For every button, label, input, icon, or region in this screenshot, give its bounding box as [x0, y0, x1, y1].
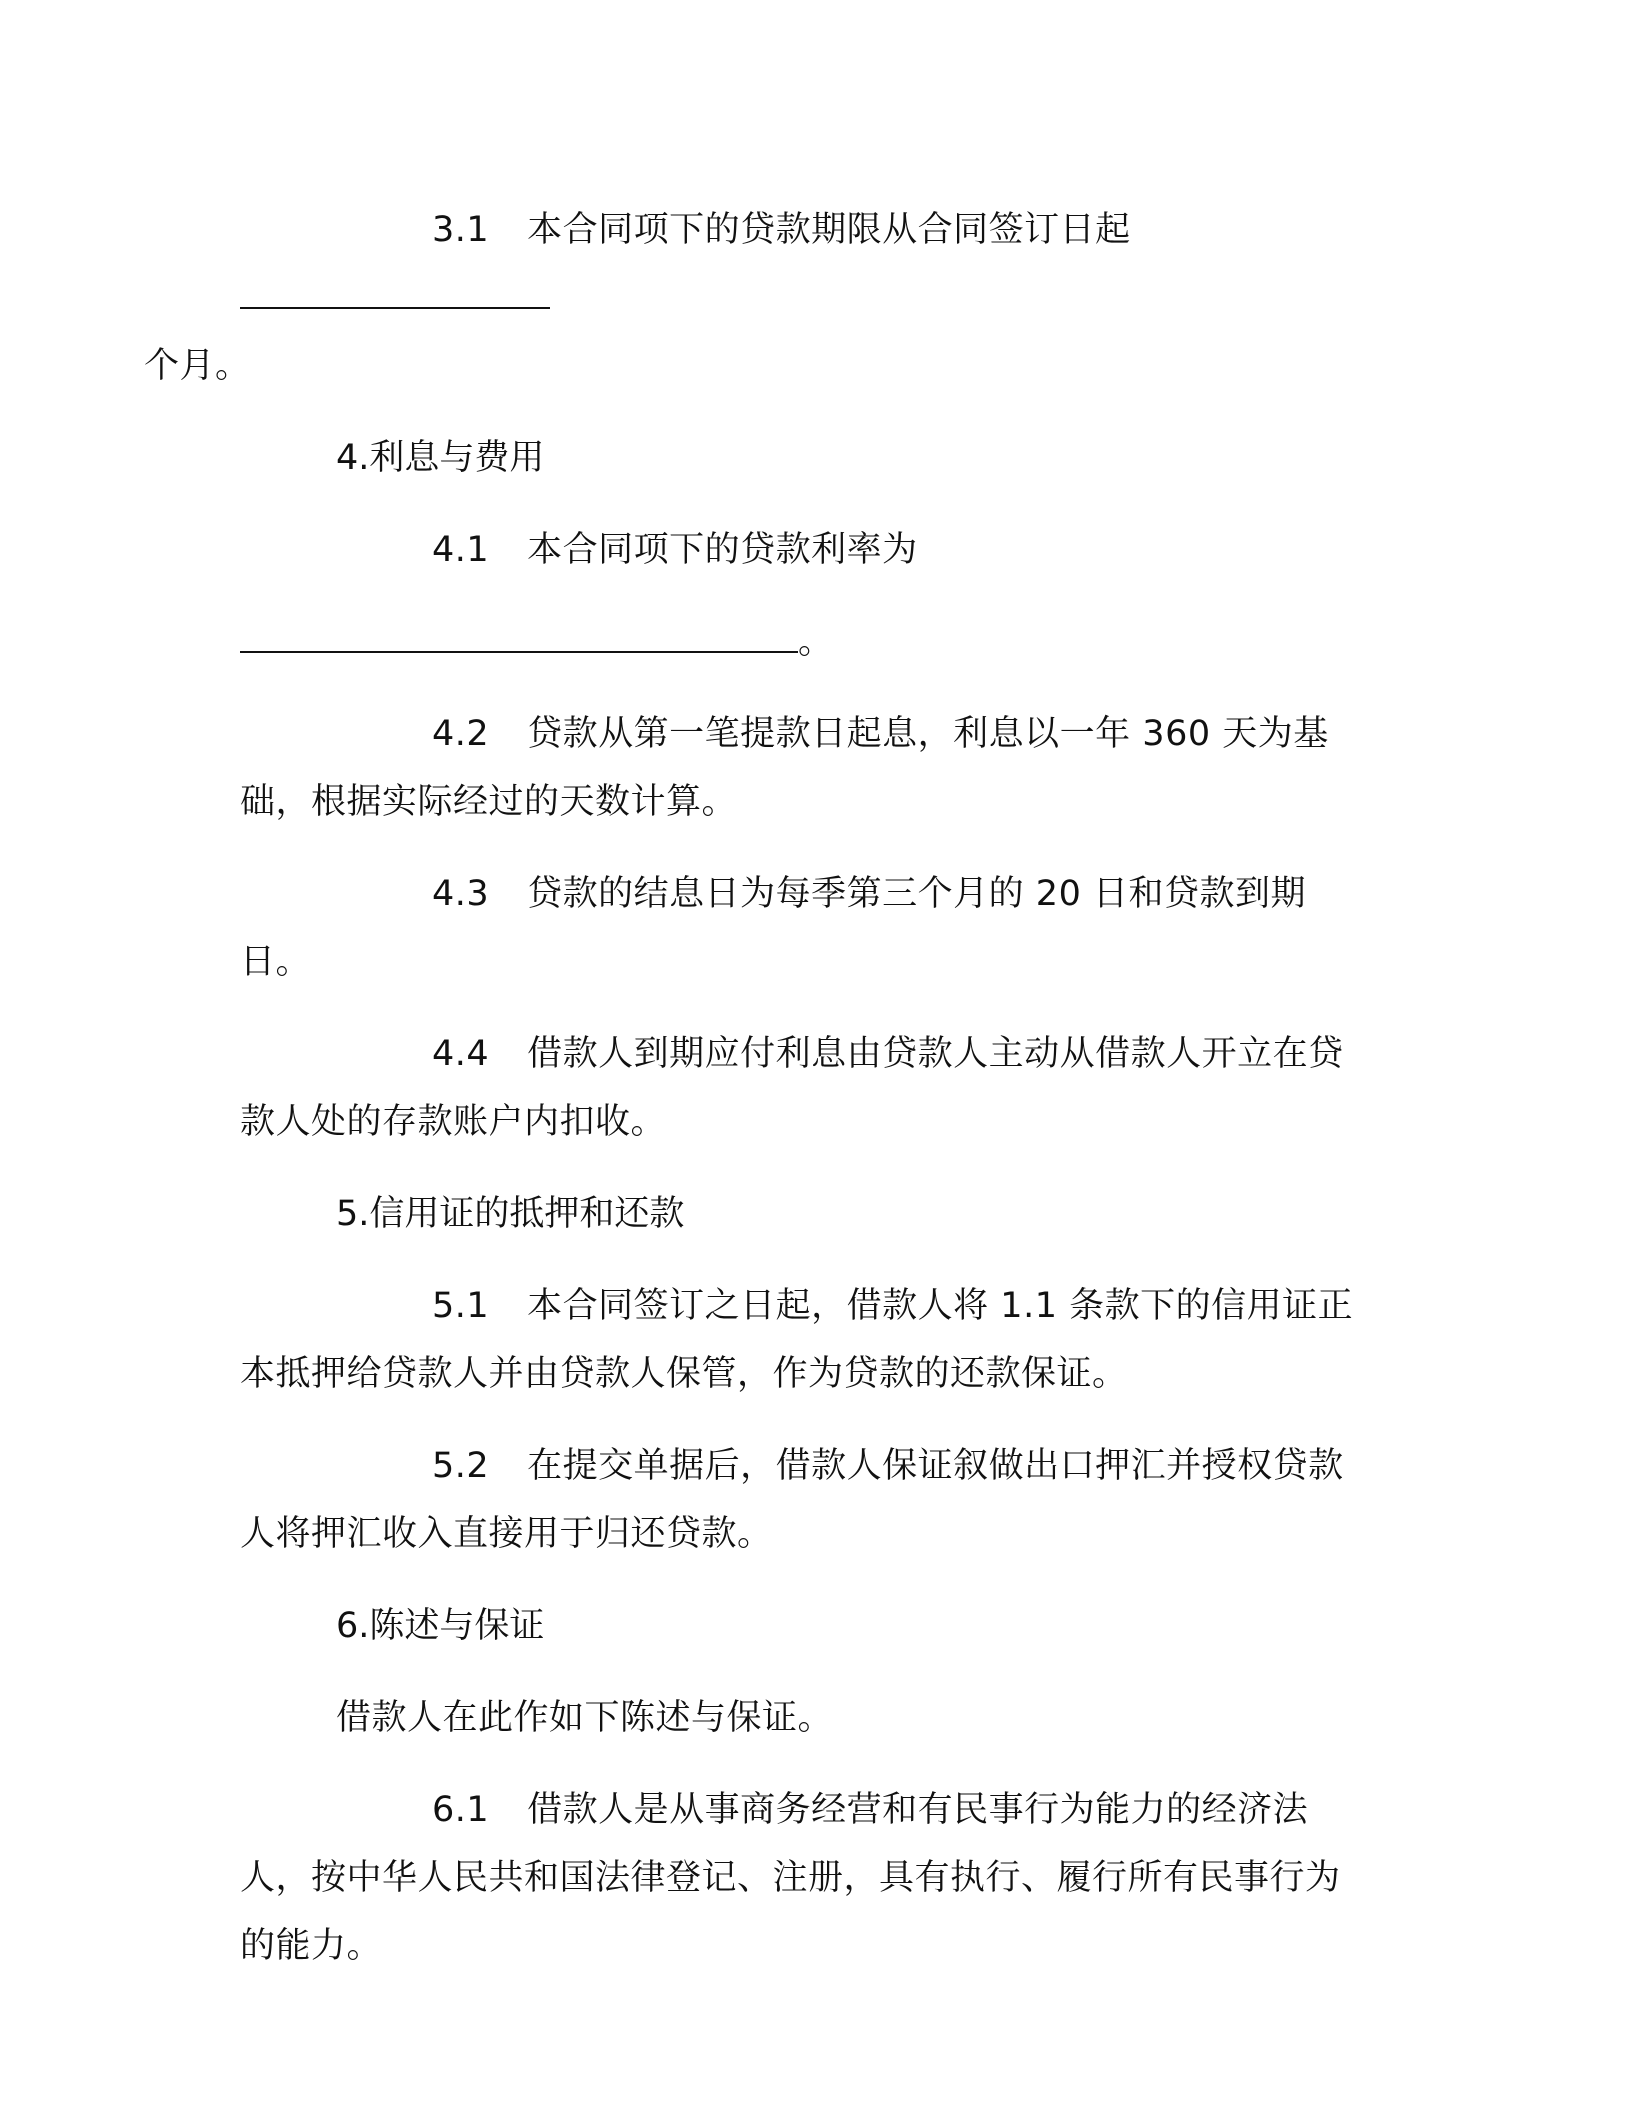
clause-text: 借款人是从事商务经营和有民事行为能力的经济法人，按中华人民共和国法律登记、注册，具有执行、履行所有民事行为的能力。: [240, 1790, 1341, 1966]
document-page: [144, 196, 1370, 2004]
blank-field: [240, 650, 798, 653]
clause-3-1: [144, 196, 1370, 400]
clause-5-1: [240, 1272, 1370, 1408]
clause-text: 贷款的结息日为每季第三个月的 20 日和贷款到期日。: [240, 874, 1306, 982]
clause-4-1: [240, 516, 1370, 584]
section-title-5: 5.信用证的抵押和还款: [336, 1194, 685, 1234]
clause-text: 在提交单据后，借款人保证叙做出口押汇并授权贷款人将押汇收入直接用于归还贷款。: [240, 1446, 1344, 1554]
clause-number: 4.3: [432, 874, 490, 914]
clause-number: 5.1: [432, 1286, 490, 1326]
clause-4-2: [240, 700, 1370, 836]
clause-4-1-blank-line: [240, 608, 1370, 676]
clause-text: 本合同项下的贷款期限从合同签订日起: [527, 210, 1131, 250]
clause-text: 本合同签订之日起，借款人将 1.1 条款下的信用证正本抵押给贷款人并由贷款人保管，作为贷款的还款保证。: [240, 1286, 1354, 1394]
clause-number: 3.1: [432, 210, 490, 250]
clause-4-3: [240, 860, 1370, 996]
clause-number: 4.4: [432, 1034, 490, 1074]
clause-tail: 个月。: [144, 346, 251, 386]
clause-number: 5.2: [432, 1446, 490, 1486]
clause-number: 4.2: [432, 714, 490, 754]
section-title-4: 4.利息与费用: [336, 438, 545, 478]
clause-5-2: [240, 1432, 1370, 1568]
clause-tail: 。: [798, 622, 834, 662]
clause-6-1: [240, 1776, 1370, 1980]
clause-4-4: [240, 1020, 1370, 1156]
clause-number: 6.1: [432, 1790, 490, 1830]
clause-number: 4.1: [432, 530, 490, 570]
clause-text: 贷款从第一笔提款日起息，利息以一年 360 天为基础，根据实际经过的天数计算。: [240, 714, 1329, 822]
clause-text: 本合同项下的贷款利率为: [527, 530, 918, 570]
section-6-intro: 借款人在此作如下陈述与保证。: [336, 1698, 834, 1738]
section-title-6: 6.陈述与保证: [336, 1606, 545, 1646]
clause-text: 借款人到期应付利息由贷款人主动从借款人开立在贷款人处的存款账户内扣收。: [240, 1034, 1344, 1142]
blank-field: [240, 306, 550, 309]
